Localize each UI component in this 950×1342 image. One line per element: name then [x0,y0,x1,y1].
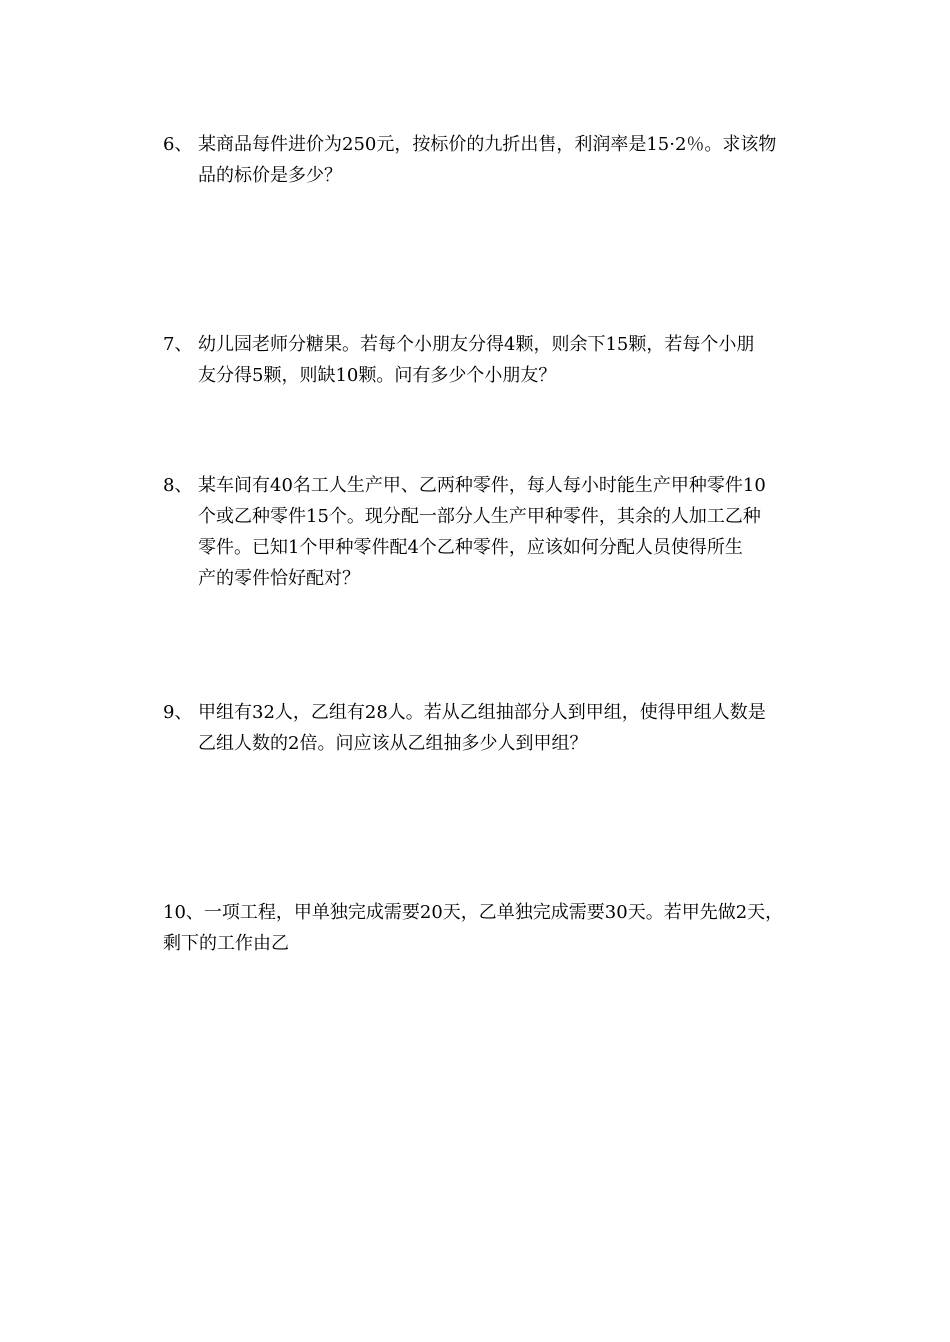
problem-text: 甲组有32人，乙组有28人。若从乙组抽部分人到甲组，使得甲组人数是 [198,702,766,723]
problem-line [163,470,803,501]
problem-line [163,160,803,191]
problem-number: 9、 [163,702,193,723]
problem-line [163,329,803,360]
problem-line [163,928,803,959]
problem-text: 某车间有40名工人生产甲、乙两种零件，每人每小时能生产甲种零件10 [198,475,766,496]
problem-text: 零件。已知1个甲种零件配4个乙种零件，应该如何分配人员使得所生 [198,537,743,558]
problem-text: 剩下的工作由乙 [163,933,289,954]
problem-line [163,697,803,728]
problem-7 [163,329,803,391]
problem-9 [163,697,803,759]
problem-text: 幼儿园老师分糖果。若每个小朋友分得4颗，则余下15颗，若每个小朋 [198,334,755,355]
problem-number: 8、 [163,475,193,496]
problem-line [163,728,803,759]
problem-6 [163,129,803,191]
problem-line [163,360,803,391]
problem-text: 产的零件恰好配对？ [198,568,360,589]
problem-text: 个或乙种零件15个。现分配一部分人生产甲种零件，其余的人加工乙种 [198,506,761,527]
problem-line [163,501,803,532]
problem-line [163,129,803,160]
problem-8 [163,470,803,594]
problem-10 [163,897,803,959]
problem-line [163,563,803,594]
problem-text: 乙组人数的2倍。问应该从乙组抽多少人到甲组？ [198,733,588,754]
problem-number: 7、 [163,334,193,355]
problem-text: 某商品每件进价为250元，按标价的九折出售，利润率是15·2％。求该物 [198,134,777,155]
problem-line [163,897,803,928]
problem-text: 友分得5颗，则缺10颗。问有多少个小朋友？ [198,365,557,386]
problem-number: 6、 [163,134,193,155]
problem-number: 10、 [163,902,204,923]
problem-text: 一项工程，甲单独完成需要20天，乙单独完成需要30天。若甲先做2天， [203,902,784,923]
problem-text: 品的标价是多少？ [198,165,342,186]
problem-line [163,532,803,563]
